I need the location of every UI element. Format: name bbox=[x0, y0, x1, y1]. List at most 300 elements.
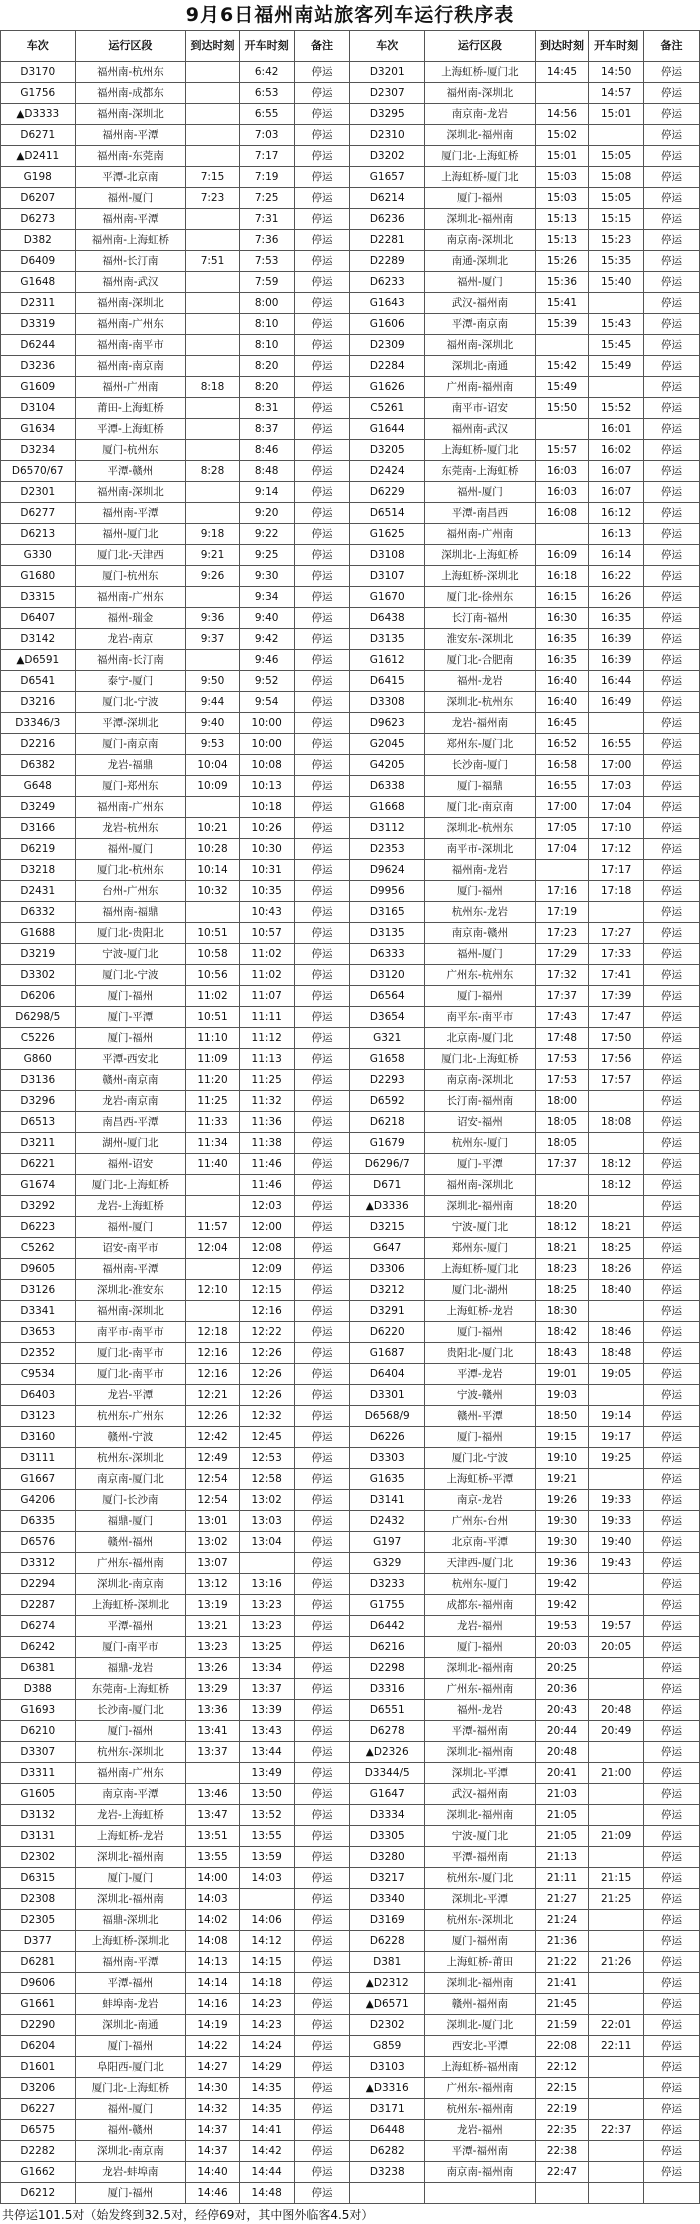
right-note: 停运 bbox=[644, 1175, 700, 1196]
right-arrival-time: 22:35 bbox=[535, 2120, 589, 2141]
left-note: 停运 bbox=[294, 755, 350, 776]
right-arrival-time: 15:13 bbox=[535, 230, 589, 251]
left-route: 福州南-广州东 bbox=[75, 314, 186, 335]
left-note: 停运 bbox=[294, 797, 350, 818]
right-note: 停运 bbox=[644, 2078, 700, 2099]
left-note: 停运 bbox=[294, 104, 350, 125]
left-arrival-time: 14:22 bbox=[186, 2036, 240, 2057]
table-row bbox=[1, 776, 700, 797]
left-departure-time: 7:19 bbox=[239, 167, 294, 188]
left-route: 福州南-福鼎 bbox=[75, 902, 186, 923]
table-row bbox=[1, 986, 700, 1007]
left-departure-time: 9:52 bbox=[239, 671, 294, 692]
right-departure-time: 17:47 bbox=[589, 1007, 644, 1028]
right-note: 停运 bbox=[644, 2015, 700, 2036]
right-departure-time: 20:48 bbox=[589, 1700, 644, 1721]
right-route: 广州东-福州南 bbox=[425, 2078, 536, 2099]
right-route: 东莞南-上海虹桥 bbox=[425, 461, 536, 482]
table-row bbox=[1, 839, 700, 860]
right-arrival-time: 19:26 bbox=[535, 1490, 589, 1511]
left-arrival-time: 13:37 bbox=[186, 1742, 240, 1763]
right-arrival-time: 22:12 bbox=[535, 2057, 589, 2078]
right-route: 平潭-龙岩 bbox=[425, 1364, 536, 1385]
right-arrival-time: 15:03 bbox=[535, 167, 589, 188]
left-arrival-time: 9:26 bbox=[186, 566, 240, 587]
table-row bbox=[1, 902, 700, 923]
right-departure-time bbox=[589, 1931, 644, 1952]
right-arrival-time: 16:52 bbox=[535, 734, 589, 755]
right-route: 长沙南-厦门 bbox=[425, 755, 536, 776]
right-route: 深圳北-南通 bbox=[425, 356, 536, 377]
left-arrival-time: 12:21 bbox=[186, 1385, 240, 1406]
left-train-number: D3218 bbox=[1, 860, 76, 881]
right-departure-time: 16:02 bbox=[589, 440, 644, 461]
left-route: 台州-广州东 bbox=[75, 881, 186, 902]
right-route: 深圳北-福州南 bbox=[425, 1805, 536, 1826]
left-arrival-time bbox=[186, 503, 240, 524]
right-note: 停运 bbox=[644, 1889, 700, 1910]
right-arrival-time: 18:20 bbox=[535, 1196, 589, 1217]
right-departure-time: 17:00 bbox=[589, 755, 644, 776]
left-departure-time: 7:31 bbox=[239, 209, 294, 230]
left-arrival-time: 13:12 bbox=[186, 1574, 240, 1595]
header-route-right: 运行区段 bbox=[425, 31, 536, 62]
right-note: 停运 bbox=[644, 1994, 700, 2015]
left-train-number: D3216 bbox=[1, 692, 76, 713]
left-departure-time: 10:43 bbox=[239, 902, 294, 923]
left-departure-time: 12:09 bbox=[239, 1259, 294, 1280]
left-departure-time: 6:42 bbox=[239, 62, 294, 83]
left-route: 杭州东-深圳北 bbox=[75, 1448, 186, 1469]
right-arrival-time: 21:27 bbox=[535, 1889, 589, 1910]
left-train-number: D6242 bbox=[1, 1637, 76, 1658]
left-arrival-time: 9:50 bbox=[186, 671, 240, 692]
right-note: 停运 bbox=[644, 83, 700, 104]
left-train-number: D3249 bbox=[1, 797, 76, 818]
left-route: 深圳北-南京南 bbox=[75, 1574, 186, 1595]
table-row bbox=[1, 482, 700, 503]
table-row bbox=[1, 1133, 700, 1154]
left-route: 深圳北-淮安东 bbox=[75, 1280, 186, 1301]
right-train-number: D2309 bbox=[350, 335, 425, 356]
left-route: 福州南-平潭 bbox=[75, 1952, 186, 1973]
right-arrival-time: 15:42 bbox=[535, 356, 589, 377]
left-train-number: G1648 bbox=[1, 272, 76, 293]
left-departure-time: 13:04 bbox=[239, 1532, 294, 1553]
right-note: 停运 bbox=[644, 314, 700, 335]
left-arrival-time: 14:00 bbox=[186, 1868, 240, 1889]
table-row bbox=[1, 1406, 700, 1427]
left-route: 福州-厦门 bbox=[75, 839, 186, 860]
right-arrival-time: 19:01 bbox=[535, 1364, 589, 1385]
left-route: 福州南-成都东 bbox=[75, 83, 186, 104]
left-arrival-time: 14:19 bbox=[186, 2015, 240, 2036]
right-departure-time bbox=[589, 1301, 644, 1322]
right-note: 停运 bbox=[644, 1511, 700, 1532]
left-departure-time: 14:48 bbox=[239, 2183, 294, 2204]
left-arrival-time: 13:01 bbox=[186, 1511, 240, 1532]
right-departure-time: 16:07 bbox=[589, 461, 644, 482]
table-row bbox=[1, 461, 700, 482]
right-departure-time: 17:27 bbox=[589, 923, 644, 944]
right-departure-time bbox=[589, 1133, 644, 1154]
right-route: 广州东-福州南 bbox=[425, 1679, 536, 1700]
right-departure-time bbox=[589, 1469, 644, 1490]
left-route: 赣州-福州 bbox=[75, 1532, 186, 1553]
right-route: 上海虹桥-龙岩 bbox=[425, 1301, 536, 1322]
table-row bbox=[1, 1385, 700, 1406]
left-note: 停运 bbox=[294, 1112, 350, 1133]
left-route: 福州南-平潭 bbox=[75, 1259, 186, 1280]
right-arrival-time bbox=[535, 1175, 589, 1196]
right-train-number: D3201 bbox=[350, 62, 425, 83]
right-departure-time: 15:40 bbox=[589, 272, 644, 293]
left-departure-time bbox=[239, 1889, 294, 1910]
right-train-number: D3340 bbox=[350, 1889, 425, 1910]
left-route: 福州南-广州东 bbox=[75, 587, 186, 608]
right-note: 停运 bbox=[644, 1553, 700, 1574]
right-route: 平潭-福州南 bbox=[425, 1721, 536, 1742]
right-departure-time bbox=[589, 1679, 644, 1700]
right-note: 停运 bbox=[644, 2162, 700, 2183]
left-route: 福州-诏安 bbox=[75, 1154, 186, 1175]
table-row bbox=[1, 1070, 700, 1091]
right-train-number: G1626 bbox=[350, 377, 425, 398]
right-departure-time: 18:26 bbox=[589, 1259, 644, 1280]
right-arrival-time: 16:03 bbox=[535, 461, 589, 482]
left-route: 福州-厦门 bbox=[75, 188, 186, 209]
right-train-number: G647 bbox=[350, 1238, 425, 1259]
left-route: 福州南-深圳北 bbox=[75, 293, 186, 314]
right-departure-time bbox=[589, 1385, 644, 1406]
left-departure-time: 13:44 bbox=[239, 1742, 294, 1763]
left-note: 停运 bbox=[294, 734, 350, 755]
left-arrival-time: 14:32 bbox=[186, 2099, 240, 2120]
left-train-number: C5226 bbox=[1, 1028, 76, 1049]
left-arrival-time bbox=[186, 146, 240, 167]
left-arrival-time: 13:07 bbox=[186, 1553, 240, 1574]
right-train-number: G1635 bbox=[350, 1469, 425, 1490]
right-train-number: G1606 bbox=[350, 314, 425, 335]
left-train-number: D2216 bbox=[1, 734, 76, 755]
left-train-number: D6219 bbox=[1, 839, 76, 860]
right-note: 停运 bbox=[644, 587, 700, 608]
table-row bbox=[1, 1763, 700, 1784]
table-row bbox=[1, 1112, 700, 1133]
left-route: 平潭-福州 bbox=[75, 1616, 186, 1637]
left-train-number: D3219 bbox=[1, 944, 76, 965]
right-note: 停运 bbox=[644, 1154, 700, 1175]
right-note: 停运 bbox=[644, 797, 700, 818]
left-route: 福州南-深圳北 bbox=[75, 1301, 186, 1322]
left-train-number: D3132 bbox=[1, 1805, 76, 1826]
right-route: 福州-厦门 bbox=[425, 272, 536, 293]
table-row bbox=[1, 272, 700, 293]
right-note: 停运 bbox=[644, 1616, 700, 1637]
right-route: 南京-龙岩 bbox=[425, 1490, 536, 1511]
left-note: 停运 bbox=[294, 1406, 350, 1427]
right-note: 停运 bbox=[644, 545, 700, 566]
left-arrival-time bbox=[186, 314, 240, 335]
right-route: 厦门-福州 bbox=[425, 188, 536, 209]
right-departure-time: 19:05 bbox=[589, 1364, 644, 1385]
right-note: 停运 bbox=[644, 1595, 700, 1616]
right-route: 武汉-福州南 bbox=[425, 1784, 536, 1805]
right-note: 停运 bbox=[644, 1490, 700, 1511]
left-note: 停运 bbox=[294, 83, 350, 104]
left-departure-time: 13:37 bbox=[239, 1679, 294, 1700]
left-departure-time: 10:13 bbox=[239, 776, 294, 797]
left-train-number: D6213 bbox=[1, 524, 76, 545]
right-note: 停运 bbox=[644, 1238, 700, 1259]
right-arrival-time: 20:03 bbox=[535, 1637, 589, 1658]
right-route: 杭州东-厦门 bbox=[425, 1574, 536, 1595]
right-note: 停运 bbox=[644, 1049, 700, 1070]
left-note: 停运 bbox=[294, 1490, 350, 1511]
left-note: 停运 bbox=[294, 2099, 350, 2120]
right-arrival-time: 14:56 bbox=[535, 104, 589, 125]
page-title: 9月6日福州南站旅客列车运行秩序表 bbox=[185, 4, 515, 26]
right-route: 深圳北-上海虹桥 bbox=[425, 545, 536, 566]
left-arrival-time bbox=[186, 482, 240, 503]
left-train-number: D6576 bbox=[1, 1532, 76, 1553]
left-route: 厦门北-宁波 bbox=[75, 965, 186, 986]
left-note: 停运 bbox=[294, 1637, 350, 1658]
right-route: 上海虹桥-深圳北 bbox=[425, 566, 536, 587]
right-train-number: G1643 bbox=[350, 293, 425, 314]
right-route: 厦门-福州 bbox=[425, 986, 536, 1007]
right-arrival-time: 19:42 bbox=[535, 1574, 589, 1595]
left-arrival-time: 9:53 bbox=[186, 734, 240, 755]
left-train-number: D2352 bbox=[1, 1343, 76, 1364]
right-note: 停运 bbox=[644, 1007, 700, 1028]
right-train-number: G1687 bbox=[350, 1343, 425, 1364]
left-route: 厦门-郑州东 bbox=[75, 776, 186, 797]
left-departure-time: 7:03 bbox=[239, 125, 294, 146]
right-train-number: D3280 bbox=[350, 1847, 425, 1868]
table-row bbox=[1, 2078, 700, 2099]
right-train-number: D6448 bbox=[350, 2120, 425, 2141]
right-departure-time: 18:48 bbox=[589, 1343, 644, 1364]
left-route: 福州南-广州东 bbox=[75, 797, 186, 818]
left-note: 停运 bbox=[294, 1805, 350, 1826]
left-note: 停运 bbox=[294, 272, 350, 293]
right-arrival-time: 19:53 bbox=[535, 1616, 589, 1637]
left-departure-time: 10:26 bbox=[239, 818, 294, 839]
left-note: 停运 bbox=[294, 1385, 350, 1406]
left-note: 停运 bbox=[294, 1532, 350, 1553]
right-arrival-time: 17:43 bbox=[535, 1007, 589, 1028]
right-departure-time bbox=[589, 713, 644, 734]
right-route: 广州东-杭州东 bbox=[425, 965, 536, 986]
left-departure-time: 9:46 bbox=[239, 650, 294, 671]
right-note: 停运 bbox=[644, 1385, 700, 1406]
table-row bbox=[1, 629, 700, 650]
right-note: 停运 bbox=[644, 419, 700, 440]
left-note: 停运 bbox=[294, 1091, 350, 1112]
left-note: 停运 bbox=[294, 566, 350, 587]
header-route-left: 运行区段 bbox=[75, 31, 186, 62]
left-arrival-time: 11:34 bbox=[186, 1133, 240, 1154]
table-row bbox=[1, 314, 700, 335]
left-train-number: D3307 bbox=[1, 1742, 76, 1763]
left-departure-time: 13:03 bbox=[239, 1511, 294, 1532]
right-departure-time: 17:18 bbox=[589, 881, 644, 902]
left-arrival-time: 14:40 bbox=[186, 2162, 240, 2183]
left-route: 广州东-福州南 bbox=[75, 1553, 186, 1574]
right-train-number: D381 bbox=[350, 1952, 425, 1973]
right-arrival-time: 18:05 bbox=[535, 1112, 589, 1133]
left-note: 停运 bbox=[294, 1742, 350, 1763]
right-route: 上海虹桥-厦门北 bbox=[425, 440, 536, 461]
left-train-number: D3170 bbox=[1, 62, 76, 83]
right-route: 福州-厦门 bbox=[425, 482, 536, 503]
left-departure-time: 14:12 bbox=[239, 1931, 294, 1952]
right-route: 福州南-武汉 bbox=[425, 419, 536, 440]
right-train-number: D6415 bbox=[350, 671, 425, 692]
right-note: 停运 bbox=[644, 650, 700, 671]
table-row bbox=[1, 230, 700, 251]
left-train-number: G1693 bbox=[1, 1700, 76, 1721]
right-note: 停运 bbox=[644, 503, 700, 524]
right-departure-time: 15:43 bbox=[589, 314, 644, 335]
right-departure-time: 14:50 bbox=[589, 62, 644, 83]
right-arrival-time: 18:05 bbox=[535, 1133, 589, 1154]
right-note: 停运 bbox=[644, 524, 700, 545]
right-route: 平潭-福州南 bbox=[425, 1847, 536, 1868]
left-arrival-time bbox=[186, 797, 240, 818]
left-departure-time: 11:46 bbox=[239, 1154, 294, 1175]
header-train-left: 车次 bbox=[1, 31, 76, 62]
right-departure-time: 18:21 bbox=[589, 1217, 644, 1238]
right-note: 停运 bbox=[644, 965, 700, 986]
right-arrival-time: 16:40 bbox=[535, 692, 589, 713]
left-departure-time: 12:08 bbox=[239, 1238, 294, 1259]
left-note: 停运 bbox=[294, 1196, 350, 1217]
right-train-number: D3316 bbox=[350, 1679, 425, 1700]
left-train-number: D6244 bbox=[1, 335, 76, 356]
right-train-number: D6338 bbox=[350, 776, 425, 797]
left-arrival-time: 10:09 bbox=[186, 776, 240, 797]
left-train-number: G1667 bbox=[1, 1469, 76, 1490]
right-train-number: D6229 bbox=[350, 482, 425, 503]
left-train-number: D3136 bbox=[1, 1070, 76, 1091]
left-departure-time: 9:14 bbox=[239, 482, 294, 503]
left-arrival-time: 11:25 bbox=[186, 1091, 240, 1112]
right-route: 上海虹桥-厦门北 bbox=[425, 167, 536, 188]
header-arrival-right: 到达时刻 bbox=[535, 31, 589, 62]
right-route: 长汀南-福州南 bbox=[425, 1091, 536, 1112]
right-route: 上海虹桥-福州南 bbox=[425, 2057, 536, 2078]
table-row bbox=[1, 2036, 700, 2057]
right-route: 厦门北-湖州 bbox=[425, 1280, 536, 1301]
right-note: 停运 bbox=[644, 1196, 700, 1217]
left-arrival-time: 8:18 bbox=[186, 377, 240, 398]
left-arrival-time bbox=[186, 356, 240, 377]
left-departure-time: 12:26 bbox=[239, 1364, 294, 1385]
table-row bbox=[1, 1994, 700, 2015]
right-note: 停运 bbox=[644, 776, 700, 797]
right-route: 平潭-南昌西 bbox=[425, 503, 536, 524]
left-arrival-time: 13:19 bbox=[186, 1595, 240, 1616]
right-route: 武汉-福州南 bbox=[425, 293, 536, 314]
right-note: 停运 bbox=[644, 986, 700, 1007]
table-row bbox=[1, 1448, 700, 1469]
right-route: 厦门北-合肥南 bbox=[425, 650, 536, 671]
left-train-number: G1662 bbox=[1, 2162, 76, 2183]
left-note: 停运 bbox=[294, 209, 350, 230]
table-row bbox=[1, 398, 700, 419]
left-route: 上海虹桥-深圳北 bbox=[75, 1931, 186, 1952]
left-departure-time: 11:38 bbox=[239, 1133, 294, 1154]
left-train-number: ▲D2411 bbox=[1, 146, 76, 167]
left-train-number: D1601 bbox=[1, 2057, 76, 2078]
table-row bbox=[1, 1595, 700, 1616]
right-train-number: D3217 bbox=[350, 1868, 425, 1889]
right-route: 宁波-厦门北 bbox=[425, 1826, 536, 1847]
left-route: 厦门北-宁波 bbox=[75, 692, 186, 713]
left-note: 停运 bbox=[294, 293, 350, 314]
right-note: 停运 bbox=[644, 398, 700, 419]
header-departure-left: 开车时刻 bbox=[239, 31, 294, 62]
right-train-number: G197 bbox=[350, 1532, 425, 1553]
left-route: 平潭-上海虹桥 bbox=[75, 419, 186, 440]
left-departure-time: 11:32 bbox=[239, 1091, 294, 1112]
right-arrival-time: 15:50 bbox=[535, 398, 589, 419]
right-route: 深圳北-福州南 bbox=[425, 1658, 536, 1679]
right-note: 停运 bbox=[644, 1343, 700, 1364]
left-note: 停运 bbox=[294, 1658, 350, 1679]
right-route: 上海虹桥-莆田 bbox=[425, 1952, 536, 1973]
left-route: 厦门北-南平市 bbox=[75, 1343, 186, 1364]
left-departure-time: 7:53 bbox=[239, 251, 294, 272]
right-train-number: D3212 bbox=[350, 1280, 425, 1301]
left-departure-time: 14:23 bbox=[239, 2015, 294, 2036]
left-route: 泰宁-厦门 bbox=[75, 671, 186, 692]
right-arrival-time: 15:03 bbox=[535, 188, 589, 209]
right-train-number: D3171 bbox=[350, 2099, 425, 2120]
right-route: 赣州-平潭 bbox=[425, 1406, 536, 1427]
right-arrival-time bbox=[535, 524, 589, 545]
left-note: 停运 bbox=[294, 1469, 350, 1490]
table-row bbox=[1, 146, 700, 167]
left-note: 停运 bbox=[294, 965, 350, 986]
left-route: 厦门北-南平市 bbox=[75, 1364, 186, 1385]
right-train-number: D3654 bbox=[350, 1007, 425, 1028]
right-route: 广州东-台州 bbox=[425, 1511, 536, 1532]
left-train-number: D6298/5 bbox=[1, 1007, 76, 1028]
left-departure-time: 13:59 bbox=[239, 1847, 294, 1868]
left-departure-time: 8:20 bbox=[239, 356, 294, 377]
right-note: 停运 bbox=[644, 293, 700, 314]
right-arrival-time: 17:05 bbox=[535, 818, 589, 839]
left-arrival-time: 13:23 bbox=[186, 1637, 240, 1658]
table-row bbox=[1, 1973, 700, 1994]
right-departure-time: 16:13 bbox=[589, 524, 644, 545]
right-arrival-time: 17:04 bbox=[535, 839, 589, 860]
right-arrival-time: 17:19 bbox=[535, 902, 589, 923]
right-route: 南京南-深圳北 bbox=[425, 1070, 536, 1091]
right-train-number: G329 bbox=[350, 1553, 425, 1574]
left-note: 停运 bbox=[294, 1952, 350, 1973]
left-route: 莆田-上海虹桥 bbox=[75, 398, 186, 419]
table-row bbox=[1, 1091, 700, 1112]
table-row bbox=[1, 356, 700, 377]
right-train-number: D3291 bbox=[350, 1301, 425, 1322]
left-arrival-time: 11:20 bbox=[186, 1070, 240, 1091]
right-arrival-time: 22:08 bbox=[535, 2036, 589, 2057]
left-train-number: D6223 bbox=[1, 1217, 76, 1238]
